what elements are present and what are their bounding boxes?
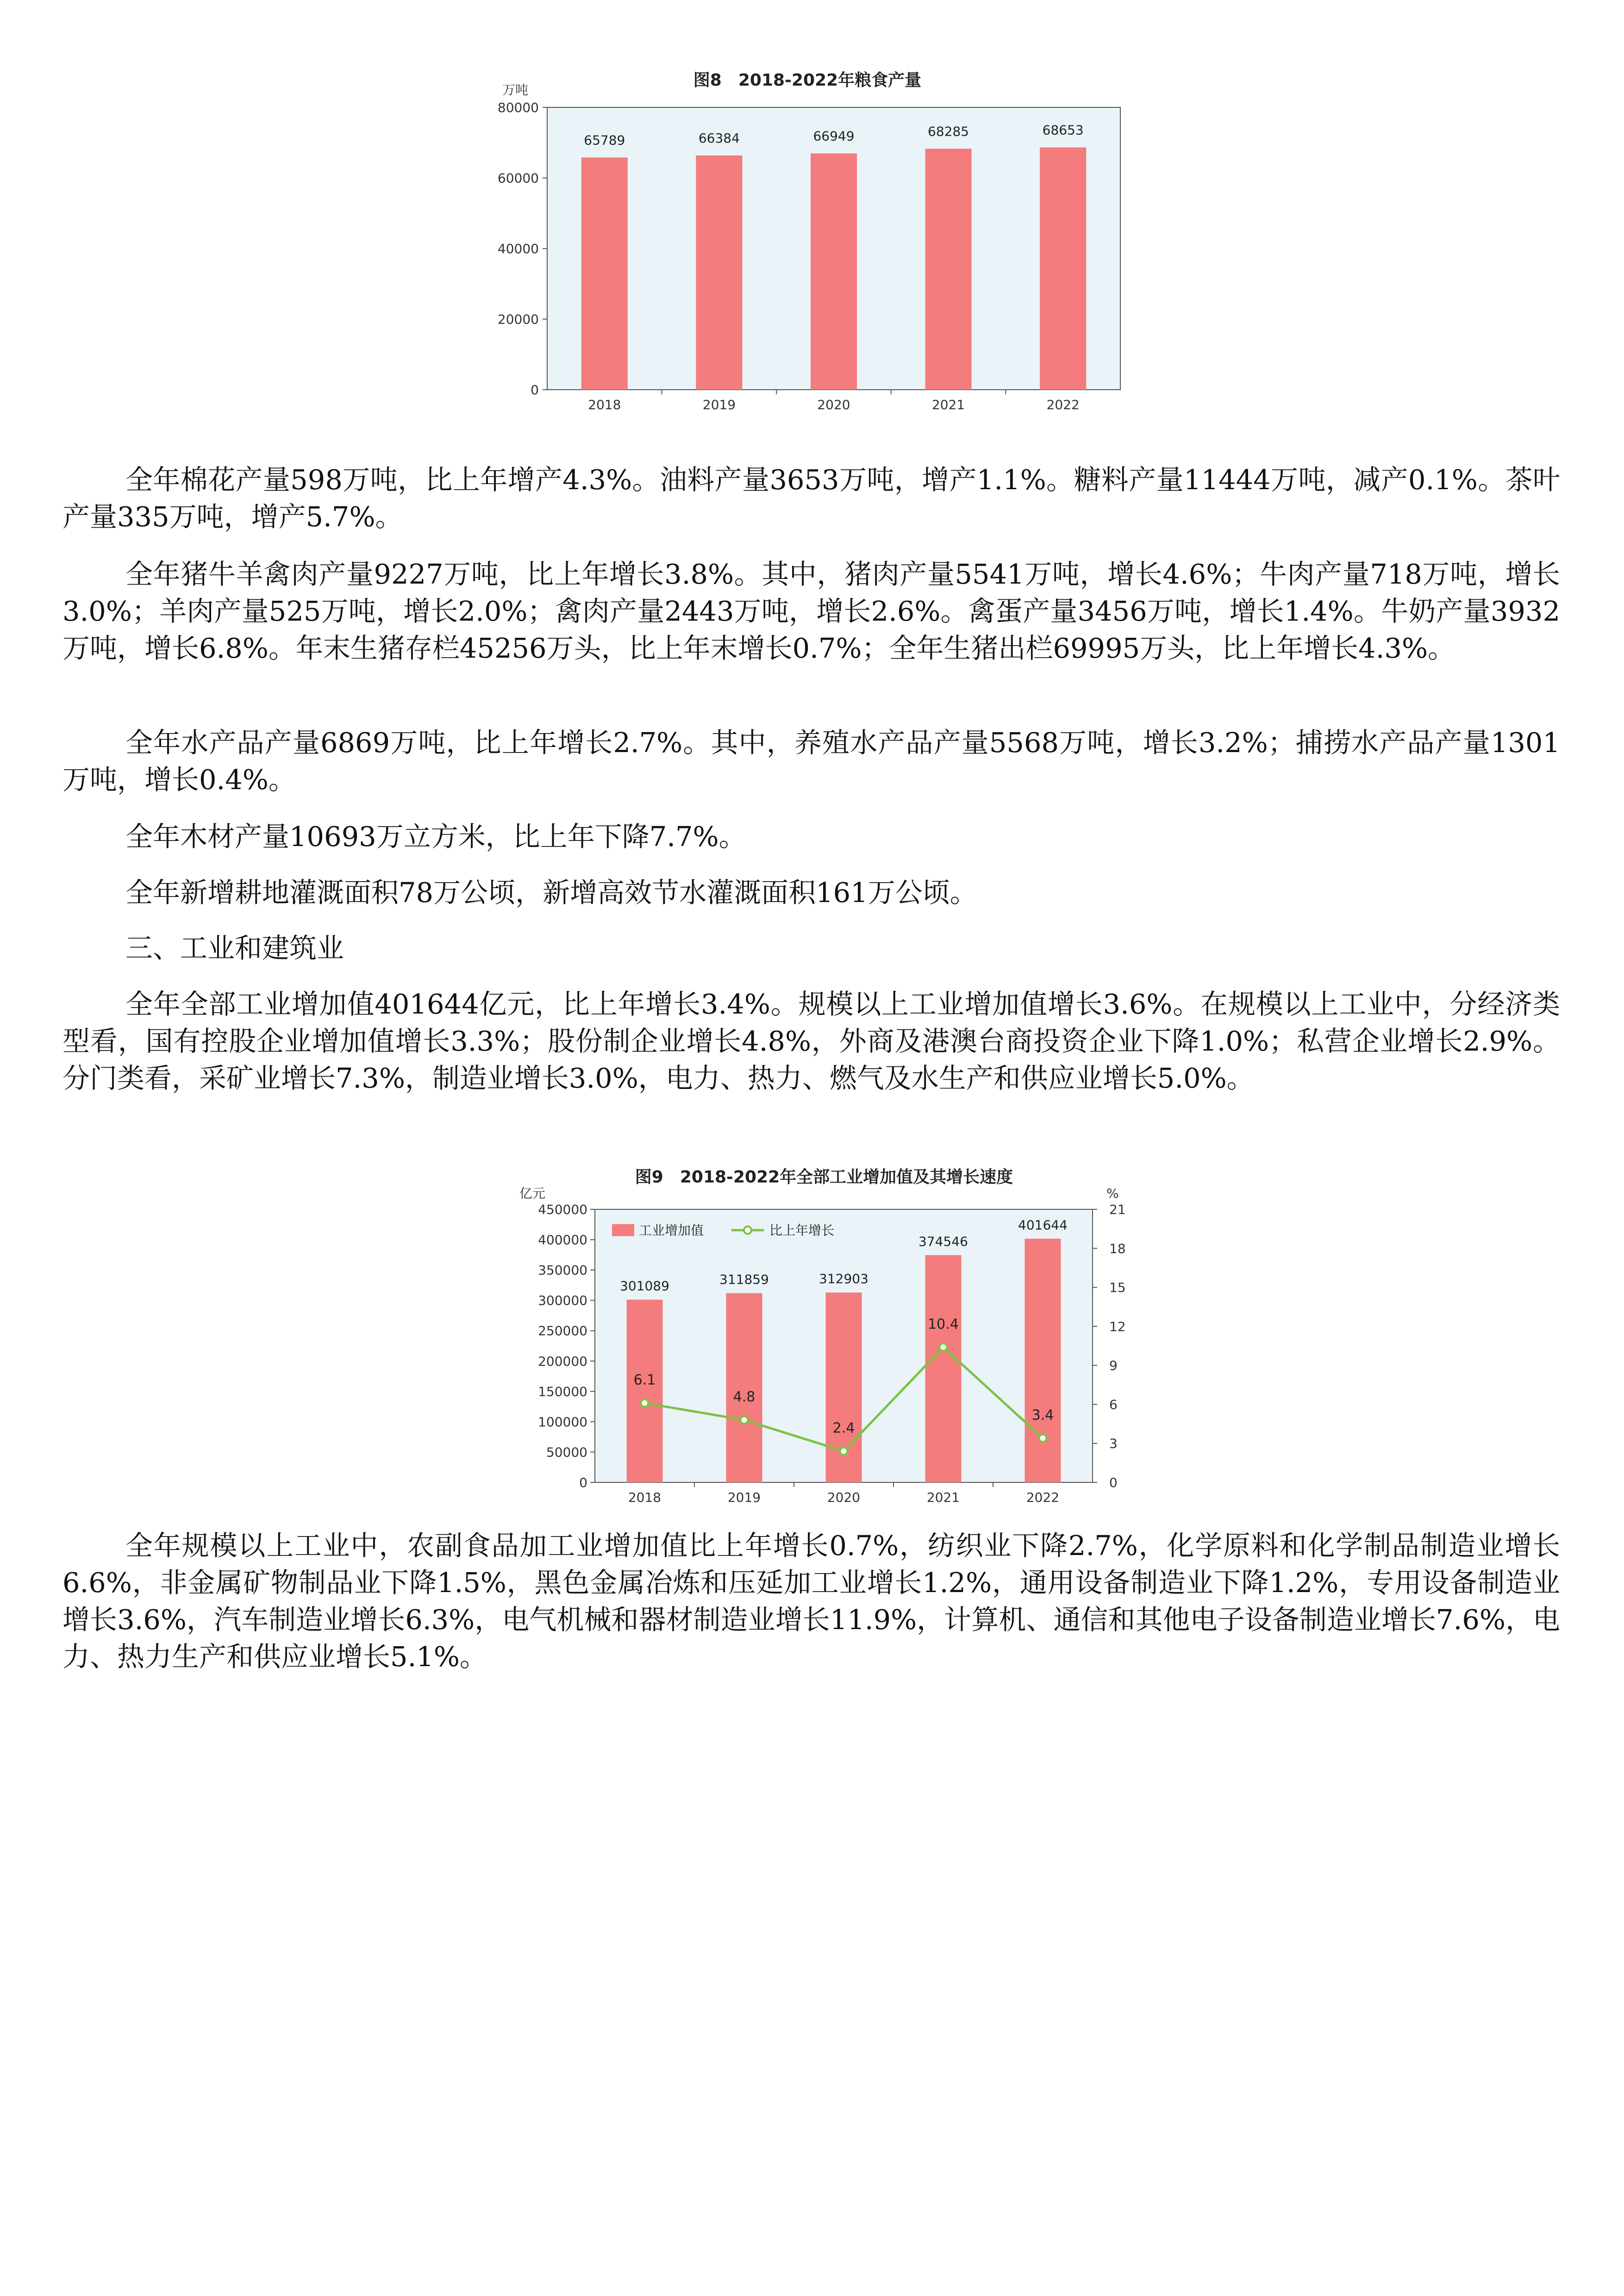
paragraph-cotton-oil: 全年棉花产量598万吨，比上年增产4.3%。油料产量3653万吨，增产1.1%。糖料产量11444万吨，减产0.1%。茶叶产量335万吨，增产5.7%。 [62,464,1561,533]
right-y-tick-label: 21 [1109,1202,1126,1217]
paragraph-manufacturing: 全年规模以上工业中，农副食品加工业增加值比上年增长0.7%，纺织业下降2.7%，化学原料和化学制品制造业增长6.6%，非金属矿物制品业下降1.5%，黑色金属冶炼和压延加工业增长1.2%，通用设备制造业下降1.2%，专用设备制造业增长3.6%，汽车制造业增长6.3%，电气机械和器材制造业增长11.9%，计算机、通信和其他电子设备制造业增长7.6%，电力、热力生产和供应业增长5.1%。 [62,1530,1560,1673]
y-tick-label: 40000 [497,241,539,256]
growth-point [840,1448,848,1455]
left-y-tick-label: 300000 [538,1293,587,1308]
bar [1025,1238,1061,1482]
growth-value-label: 10.4 [928,1316,959,1332]
paragraph-industry: 全年全部工业增加值401644亿元，比上年增长3.4%。规模以上工业增加值增长3.6%。在规模以上工业中，分经济类型看，国有控股企业增加值增长3.3%；股份制企业增长4.8%，外商及港澳台商投资企业下降1.0%；私营企业增长2.9%。分门类看，采矿业增长7.3%，制造业增长3.0%，电力、热力、燃气及水生产和供应业增长5.0%。 [62,988,1560,1094]
x-tick-label: 2020 [827,1490,861,1505]
left-y-tick-label: 0 [579,1475,587,1490]
y-tick-label: 60000 [497,170,539,186]
bar [925,149,972,390]
paragraph-meat: 全年猪牛羊禽肉产量9227万吨，比上年增长3.8%。其中，猪肉产量5541万吨，增长4.6%；牛肉产量718万吨，增长3.0%；羊肉产量525万吨，增长2.0%；禽肉产量2443万吨，增长2.6%。禽蛋产量3456万吨，增长1.4%。牛奶产量3932万吨，增长6.8%。年末生猪存栏45256万头，比上年末增长0.7%；全年生猪出栏69995万头，比上年增长4.3%。 [62,558,1560,664]
bar [696,156,742,390]
bar-value-label: 68653 [1042,122,1084,138]
bar-value-label: 301089 [620,1278,669,1294]
section-heading: 三、工业和建筑业 [125,932,344,964]
growth-value-label: 6.1 [633,1372,656,1388]
bar-value-label: 66949 [813,128,855,144]
x-tick-label: 2021 [931,397,965,412]
legend-label-bar: 工业增加值 [639,1223,704,1238]
bar [627,1300,663,1482]
x-tick-label: 2022 [1026,1490,1060,1505]
figure-9-chart [495,1162,1143,1523]
right-y-tick-label: 3 [1109,1436,1118,1451]
legend-label-line: 比上年增长 [769,1223,835,1238]
growth-point [940,1344,947,1351]
left-axis-unit: 亿元 [519,1186,546,1201]
bar-value-label: 66384 [698,130,740,146]
x-tick-label: 2018 [588,397,621,412]
bar [581,157,628,390]
right-axis-unit: % [1106,1186,1119,1201]
growth-value-label: 4.8 [733,1389,756,1406]
y-tick-label: 80000 [497,100,539,115]
bar-value-label: 68285 [928,124,969,139]
growth-point [1039,1434,1047,1442]
right-y-tick-label: 9 [1109,1358,1118,1374]
left-y-tick-label: 400000 [538,1232,587,1248]
chart-title: 图8 2018-2022年粮食产量 [693,71,922,90]
figure-9 [495,1162,1143,1523]
bar [726,1293,762,1482]
paragraph-timber: 全年木材产量10693万立方米，比上年下降7.7%。 [125,821,746,852]
bar [1040,148,1086,390]
x-tick-label: 2018 [628,1490,662,1505]
right-y-tick-label: 12 [1109,1319,1126,1334]
growth-point [641,1400,649,1407]
right-y-tick-label: 18 [1109,1241,1126,1257]
x-tick-label: 2021 [926,1490,960,1505]
bar-value-label: 312903 [819,1271,868,1287]
bar [811,154,857,390]
y-tick-label: 0 [531,382,539,398]
left-y-tick-label: 150000 [538,1384,587,1400]
paragraph-irrigation: 全年新增耕地灌溉面积78万公顷，新增高效节水灌溉面积161万公顷。 [125,877,977,908]
y-tick-label: 20000 [497,311,539,327]
y-axis-unit: 万吨 [502,82,529,98]
growth-point [741,1416,748,1424]
x-tick-label: 2022 [1046,397,1080,412]
left-y-tick-label: 200000 [538,1353,587,1369]
legend-swatch-bar [612,1224,634,1236]
figure-8 [481,60,1130,426]
left-y-tick-label: 450000 [538,1202,587,1217]
x-tick-label: 2019 [727,1490,761,1505]
chart-title: 图9 2018-2022年全部工业增加值及其增长速度 [635,1168,1013,1187]
legend-swatch-marker [744,1226,751,1234]
paragraph-aquatic: 全年水产品产量6869万吨，比上年增长2.7%。其中，养殖水产品产量5568万吨，增长3.2%；捕捞水产品产量1301万吨，增长0.4%。 [62,727,1560,796]
bar-value-label: 374546 [918,1233,968,1249]
bar-value-label: 311859 [719,1272,769,1288]
growth-value-label: 2.4 [832,1420,855,1437]
right-y-tick-label: 15 [1109,1280,1126,1295]
left-y-tick-label: 100000 [538,1414,587,1430]
right-y-tick-label: 0 [1109,1475,1118,1490]
figure-8-chart [481,60,1130,426]
growth-value-label: 3.4 [1031,1407,1054,1424]
right-y-tick-label: 6 [1109,1397,1118,1412]
bar-value-label: 401644 [1018,1217,1068,1233]
x-tick-label: 2019 [702,397,736,412]
x-tick-label: 2020 [817,397,850,412]
left-y-tick-label: 250000 [538,1323,587,1339]
bar-value-label: 65789 [584,132,625,148]
bar [925,1255,962,1482]
left-y-tick-label: 50000 [546,1444,587,1460]
left-y-tick-label: 350000 [538,1263,587,1278]
